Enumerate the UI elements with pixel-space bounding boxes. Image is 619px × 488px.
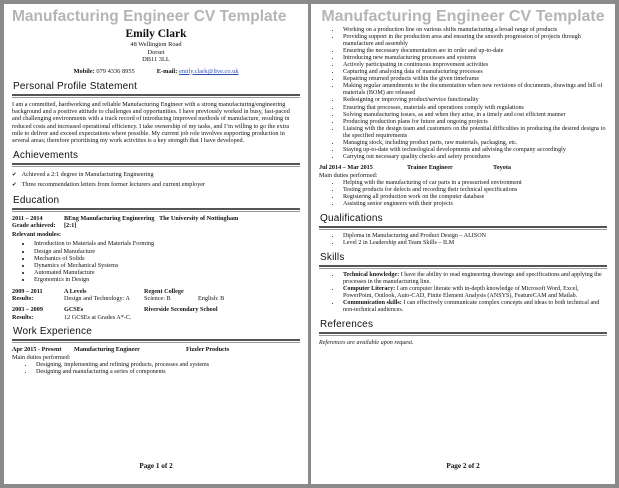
template-title: Manufacturing Engineer CV Template — [12, 8, 287, 25]
qualifications-list — [341, 233, 607, 247]
alevel-results-row — [12, 295, 300, 302]
section-heading-work: Work Experience — [13, 325, 92, 337]
uni-name: The University of Nottingham — [159, 214, 239, 222]
duties-list — [341, 180, 607, 208]
alevel-result: English: B — [198, 294, 225, 302]
achievement-item: ✔ Three recommendation letters from former lecturers and current employer — [12, 180, 300, 190]
gcse-school: Riverside Secondary School — [144, 306, 218, 314]
results-label: Results: — [12, 294, 34, 302]
page-footer: Page 2 of 2 — [446, 462, 480, 470]
divider — [319, 226, 607, 228]
address-line: Dorset — [147, 48, 165, 56]
skill-text: I have the ability to read engineering drawings and specifications and applying the processes in the manufacturing line. — [343, 272, 602, 286]
achievement-item: ✔ Achieved a 2:1 degree in Manufacturing Engineering — [12, 170, 300, 180]
duty-item: • Designing, implementing and refining products, processes and systems — [34, 362, 300, 369]
skill-item — [341, 300, 607, 314]
duty-item: • Helping with the manufacturing of car parts in a pressurised environment — [341, 180, 607, 187]
job-row — [12, 346, 300, 354]
email-label: E-mail: — [156, 67, 178, 75]
duty-item: • Solving manufacturing issues, as and when they arise, in a timely and cost efficient manner — [341, 112, 607, 119]
duty-item: • Staying up-to-date with technological developments and advising the company accordingly — [341, 147, 607, 154]
divider — [12, 211, 300, 212]
alevel-type: A Levels — [64, 287, 87, 295]
contact-line — [12, 68, 300, 76]
skill-text: I am computer literate with in-depth knowledge of Microsoft Word, Excel, PowerPoint, Outlook, Auto-CAD, Finite Element Analysis (ANSYS), FeatureCAM and Matlab. — [343, 286, 579, 300]
gcse-row — [12, 306, 300, 313]
duty-item: • Capturing and analysing data of manufacturing processes — [341, 69, 607, 76]
duty-item: • Ensuring that processes, materials and operations comply with regulations — [341, 105, 607, 112]
mobile-number: 079 4336 8955 — [96, 67, 135, 75]
skill-item — [341, 272, 607, 286]
candidate-name: Emily Clark — [125, 28, 187, 40]
job-dates: Apr 2015 - Present — [12, 345, 62, 353]
module-item: • Automated Manufacture — [32, 269, 300, 276]
alevel-dates: 2009 – 2011 — [12, 287, 43, 295]
job-row — [319, 164, 607, 172]
qualification-item: • Level 2 in Leadership and Team Skills – ILM — [341, 240, 607, 247]
divider — [12, 339, 300, 341]
uni-course-line — [64, 215, 300, 222]
duty-item: • Assisting senior engineers with their projects — [341, 201, 607, 208]
duty-item: • Testing products for defects and recording their technical specifications — [341, 187, 607, 194]
divider — [319, 268, 607, 269]
grade-value: [2:1] — [64, 221, 77, 229]
divider — [12, 163, 300, 165]
module-item: • Mechanics of Solids — [32, 255, 300, 262]
modules-list — [32, 240, 300, 283]
skill-label: Technical knowledge: — [343, 272, 400, 279]
divider — [319, 229, 607, 230]
template-title: Manufacturing Engineer CV Template — [321, 8, 605, 25]
section-heading-references: References — [320, 319, 374, 331]
job-title: Trainee Engineer — [407, 163, 453, 171]
divider — [12, 342, 300, 343]
duty-item: • Liaising with the design team and customers on the potential difficulties in producing the desired designs to the specified requirements — [341, 126, 607, 140]
qualification-item: • Diploma in Manufacturing and Product Design – ALISON — [341, 233, 607, 240]
module-item: • Dynamics of Mechanical Systems — [32, 262, 300, 269]
divider — [12, 166, 300, 167]
duties-list-continued — [341, 27, 607, 161]
duty-item: • Registering all production work on the computer database — [341, 194, 607, 201]
skill-item — [341, 286, 607, 300]
skill-label: Communication skills: — [343, 300, 402, 307]
gcse-result: 12 GCSEs at Grades A*-C. — [64, 313, 132, 321]
duty-item: • Managing stock, including product parts, raw materials, packaging, etc. — [341, 140, 607, 147]
module-item: • Ergonomics in Design — [32, 276, 300, 283]
duty-item: • Providing support in the production area and ensuring the smooth progression of projects through manufacture and assembly — [341, 34, 607, 48]
skill-label: Computer Literacy: — [343, 286, 396, 293]
email-link[interactable]: emily.clark@live.co.uk — [178, 67, 239, 75]
divider — [12, 97, 300, 98]
address-line: DB11 3LL — [142, 56, 170, 64]
divider — [319, 335, 607, 336]
duty-item: • Redesigning or improving product/service functionality — [341, 97, 607, 104]
duties-label: Main duties performed: — [319, 171, 378, 179]
job-company: Toyota — [493, 163, 511, 171]
alevel-row — [12, 288, 300, 295]
job-company: Fizzler Products — [186, 345, 230, 353]
grade-label: Grade achieved: — [12, 221, 56, 229]
gcse-results-row — [12, 314, 300, 321]
module-item: • Design and Manufacture — [32, 248, 300, 255]
uni-dates: 2011 – 2014 — [12, 214, 43, 222]
divider — [12, 94, 300, 96]
mobile-label: Mobile: — [73, 67, 95, 75]
divider — [319, 332, 607, 334]
duty-item: • Designing and manufacturing a series of components — [34, 369, 300, 376]
module-item: • Introduction to Materials and Materials Forming — [32, 240, 300, 247]
alevel-result: Science: B — [144, 294, 171, 302]
gcse-type: GCSEs — [64, 306, 84, 314]
skills-list — [341, 272, 607, 314]
duties-label: Main duties performed: — [12, 353, 71, 361]
duty-item: • Ensuring the necessary documentation are in order and up-to-date — [341, 48, 607, 55]
skill-text: I can effectively communicate complex concepts and ideas to both technical and non-technical audiences. — [343, 300, 600, 314]
duty-item: • Introducing new manufacturing processes and systems — [341, 55, 607, 62]
gcse-dates: 2003 – 2009 — [12, 306, 43, 314]
results-label: Results: — [12, 313, 34, 321]
duty-item: • Working on a production line on various shifts manufacturing a broad range of products — [341, 27, 607, 34]
section-heading-qualifications: Qualifications — [320, 213, 383, 225]
university-row — [12, 215, 300, 222]
divider — [12, 208, 300, 210]
duty-item: • Carrying out necessary quality checks and safety procedures — [341, 154, 607, 161]
references-note: References are available upon request. — [319, 340, 414, 347]
section-heading-profile: Personal Profile Statement — [13, 80, 138, 92]
uni-course: BEng Manufacturing Engineering — [64, 214, 155, 222]
alevel-result: Design and Technology: A — [64, 294, 130, 302]
job-dates: Jul 2014 – Mar 2015 — [319, 163, 373, 171]
duty-item: • Producing production plans for future and ongoing projects — [341, 119, 607, 126]
job-title: Manufacturing Engineer — [74, 345, 140, 353]
divider — [319, 265, 607, 267]
profile-paragraph: I am a committed, hardworking and reliable Manufacturing Engineer with a strong manufacturing/engineering background and a positive attitude to challenges and opportunities. I have previously worked in busy, fast-paced and challenging environments with a track record of introducing improved methods of manufacture, resulting in reduced costs and increased operational efficiency. I take ownership of my tasks, and I’m willing to go the extra mile to deliver and exceed expectations where possible. My current job role involves supporting production in several areas; therefore prioritising my work activities is a key strength that I have developed. — [12, 100, 290, 145]
duty-item: • Making regular amendments to the documentation when new revisions of documents, drawings and bill of materials (BOM) are released — [341, 83, 607, 97]
duties-list — [34, 362, 300, 376]
achievements-list — [12, 170, 300, 190]
section-heading-skills: Skills — [320, 252, 345, 264]
address-line: 48 Wellington Road — [130, 41, 182, 48]
duty-item: • Repairing returned products within the given timeframe — [341, 76, 607, 83]
section-heading-education: Education — [13, 194, 60, 206]
duty-item: • Actively participating in continuous improvement activities — [341, 62, 607, 69]
section-heading-achievements: Achievements — [13, 149, 79, 161]
page-footer: Page 1 of 2 — [139, 462, 173, 470]
modules-label: Relevant modules: — [12, 231, 61, 239]
cv-page-1 — [4, 4, 308, 484]
alevel-school: Regent College — [144, 287, 184, 295]
cv-page-2 — [311, 4, 615, 484]
grade-row — [12, 222, 300, 229]
